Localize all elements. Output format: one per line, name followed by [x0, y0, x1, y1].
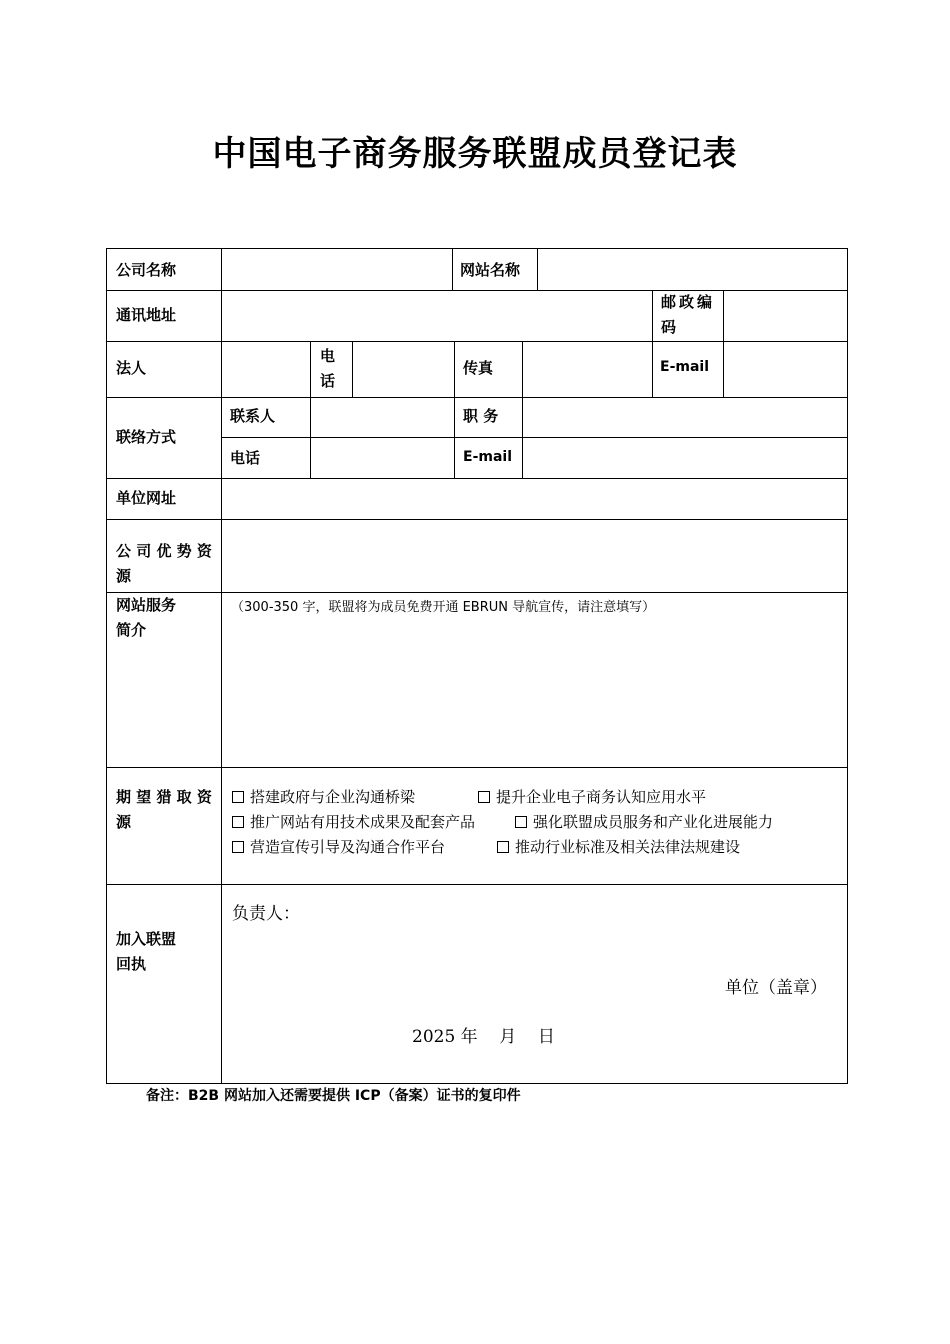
join-label-cont: 回执	[116, 955, 147, 973]
checkbox-icon[interactable]	[232, 791, 244, 803]
contact-method-label: 联络方式	[116, 428, 177, 446]
checkbox-icon[interactable]	[515, 816, 527, 828]
option-industry-standards[interactable]: 推动行业标准及相关法律法规建设	[497, 835, 740, 859]
postcode-label: 邮政编	[661, 293, 716, 311]
column-divider	[454, 341, 455, 478]
responsible-person-label: 负责人：	[232, 904, 300, 924]
column-divider	[537, 249, 538, 290]
option-member-service[interactable]: 强化联盟成员服务和产业化进展能力	[515, 810, 773, 834]
join-label: 加入联盟	[116, 930, 177, 948]
email-label: E-mail	[660, 359, 710, 375]
row-divider	[107, 592, 847, 593]
row-divider	[221, 437, 847, 438]
expect-label: 期 望 猎 取 资	[116, 788, 212, 806]
row-divider	[107, 341, 847, 342]
checkbox-icon[interactable]	[478, 791, 490, 803]
option-publicity-platform[interactable]: 营造宣传引导及沟通合作平台	[232, 835, 445, 859]
checkbox-icon[interactable]	[232, 816, 244, 828]
checkbox-icon[interactable]	[497, 841, 509, 853]
intro-label-cont: 简介	[116, 621, 147, 639]
intro-label: 网站服务	[116, 596, 177, 614]
row-divider	[107, 290, 847, 291]
column-divider	[221, 249, 222, 1083]
column-divider	[723, 290, 724, 397]
expect-label-cont: 源	[116, 813, 132, 831]
phone-label: 电话	[230, 449, 261, 467]
unit-url-label: 单位网址	[116, 489, 177, 507]
option-gov-bridge[interactable]: 搭建政府与企业沟通桥梁	[232, 785, 415, 809]
row-divider	[107, 519, 847, 520]
fax-label: 传真	[463, 359, 494, 377]
position-label: 职 务	[463, 407, 499, 425]
legal-person-label: 法人	[116, 359, 147, 377]
checkbox-icon[interactable]	[232, 841, 244, 853]
date-line: 2025 年 月 日	[412, 1027, 555, 1047]
tel-label-cont: 话	[320, 372, 336, 390]
registration-table	[106, 248, 848, 1084]
seal-label: 单位（盖章）	[725, 978, 827, 998]
form-title: 中国电子商务服务联盟成员登记表	[212, 134, 738, 174]
intro-hint: （300-350 字，联盟将为成员免费开通 EBRUN 导航宣传，请注意填写）	[231, 600, 656, 615]
column-divider	[652, 290, 653, 397]
row-divider	[107, 478, 847, 479]
footnote: 备注：B2B 网站加入还需要提供 ICP（备案）证书的复印件	[146, 1088, 521, 1104]
option-tech-promotion[interactable]: 推广网站有用技术成果及配套产品	[232, 810, 475, 834]
advantages-label-cont: 源	[116, 567, 132, 585]
row-divider	[107, 397, 847, 398]
column-divider	[522, 341, 523, 478]
advantages-label: 公 司 优 势 资	[116, 542, 212, 560]
column-divider	[310, 341, 311, 478]
website-name-label: 网站名称	[460, 261, 521, 279]
option-ecommerce-awareness[interactable]: 提升企业电子商务认知应用水平	[478, 785, 706, 809]
column-divider	[452, 249, 453, 290]
tel-label: 电	[320, 347, 336, 365]
column-divider	[352, 341, 353, 397]
row-divider	[107, 884, 847, 885]
contact-person-label: 联系人	[230, 407, 276, 425]
address-label: 通讯地址	[116, 306, 177, 324]
company-name-label: 公司名称	[116, 261, 177, 279]
contact-email-label: E-mail	[463, 449, 513, 465]
postcode-label-cont: 码	[661, 318, 677, 336]
row-divider	[107, 767, 847, 768]
